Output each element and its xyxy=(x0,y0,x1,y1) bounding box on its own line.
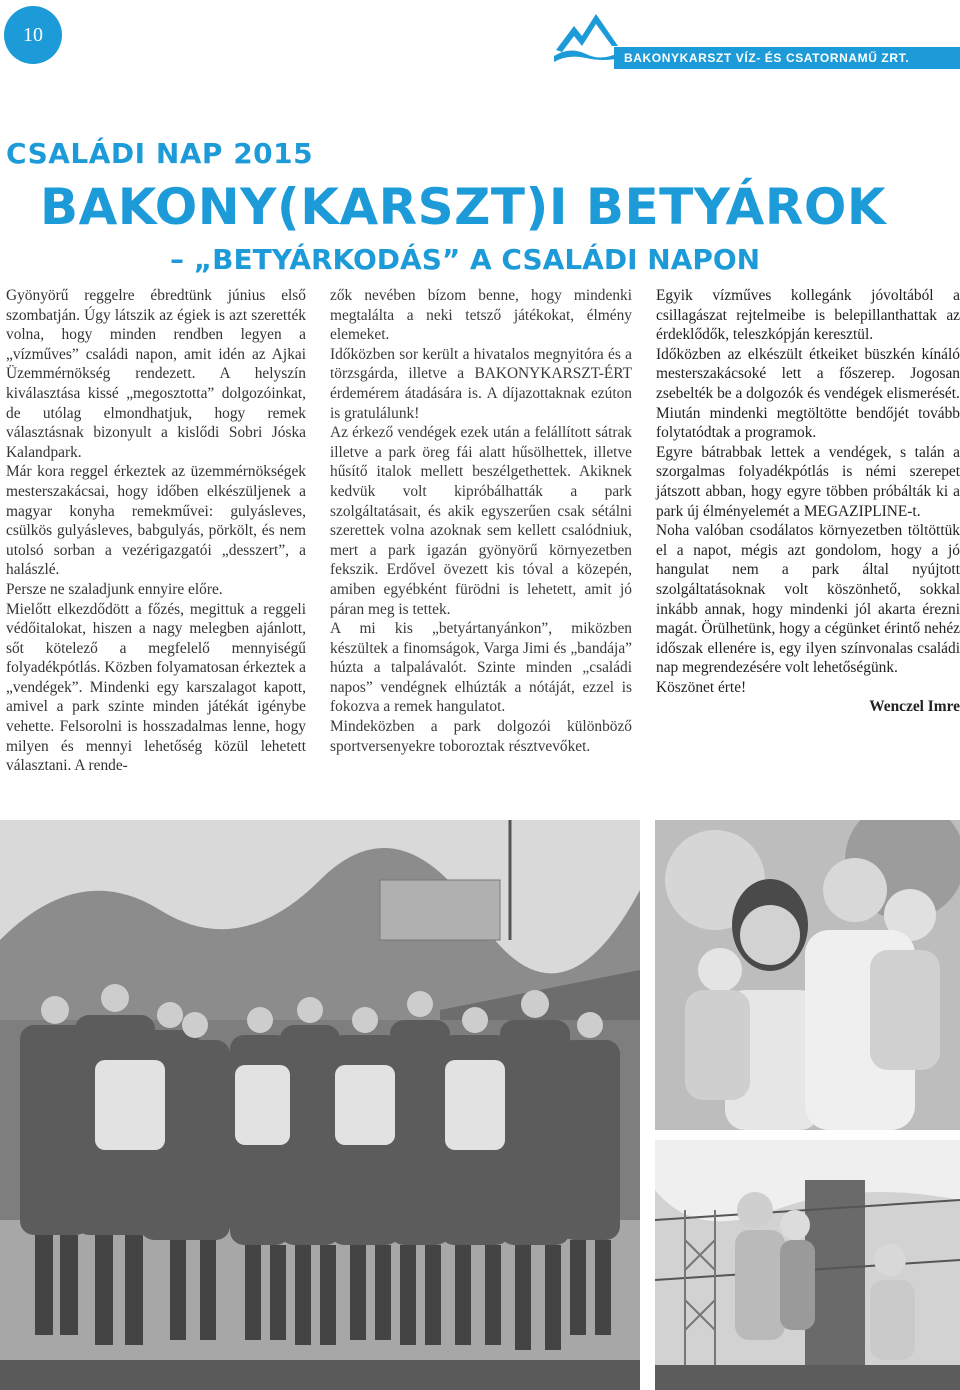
paragraph: Miután mindenki megtöltötte bendőjét tovább folytatódtak a programok. xyxy=(656,404,960,442)
paragraph: Noha valóban csodálatos környezetben töltöttük el a napot, mégis azt gondolom, hogy a jó hangulat nem a park által nyújtott szolgáltatásoknak volt köszönhető, sokkal inkább annak, hogy mindenki jól akarta érezni magát. Örülhetünk, hogy a cégünket érintő nehéz időszak ellenére is, egy ilyen színvonalas családi nap megrendezésére volt lehetőségünk. xyxy=(656,522,960,677)
paragraph: Egyik vízműves kollegánk jóvoltából a csillagászat rejtelmeibe is belepillanthattak az érdeklődők, teleszkópján keresztül. xyxy=(656,287,960,344)
page-number-badge xyxy=(4,6,62,64)
page-number: 10 xyxy=(23,23,43,46)
paragraph: Az érkező vendégek ezek után a felállított sátrak illetve a park öreg fái alatt hűsölhettek, illetve hűsítő italok mellett beszélgethettek. Akiknek kedvük volt kipróbálhatták a park szolgáltatásait, és akik egyszerűen csak sétálni szerettek volna azoknak sem kellett csalódniuk, mert a park igazán gyönyörű környezetben fekszik. Erdővel övezett kis tóval a közepén, amiben egyébként fürödni is lehetett, amit jó páran meg is tettek. xyxy=(330,424,632,618)
article-title: BAKONY(KARSZT)I BETYÁROK xyxy=(40,178,887,236)
family-photo-illustration xyxy=(655,820,960,1130)
paragraph: Időközben sor került a hivatalos megnyitóra és a törzsgárda, illetve a BAKONYKARSZT-ÉRT érdemérem átadására is. A díjazottaknak ezúton is gratulálunk! xyxy=(330,345,632,422)
group-photo xyxy=(0,820,640,1390)
paragraph: Mindeközben a park dolgozói különböző sportversenyekre toboroztak résztvevőket. xyxy=(330,718,632,755)
paragraph: Már kora reggel érkeztek az üzemmérnökségek mesterszakácsai, hogy időben elkészüljenek a magyar konyha remekművei: gulyásleves, csülkös gulyásleves, babgulyás, pörkölt, és nem utolsó sorban a vezérigazgatói „desszert”, a halászlé. xyxy=(6,463,306,579)
paragraph: A mi kis „betyártanyánkon”, miközben készültek a finomságok, Varga Jimi és „bandája” húzta a talpalávalót. Szinte minden „családi napos” vendégnek elhúzták a nótáját, ezzel is fokozva a remek hangulatot. xyxy=(330,620,632,716)
zipline-photo xyxy=(655,1140,960,1390)
paragraph: Mielőtt elkezdődött a főzés, megittuk a reggeli védőitalokat, hiszen a nagy melegben ajánlott, sőt kötelező a megfelelő mennyiségű folyadékpótlás. Közben folyamatosan érkeztek a „vendégek”. Mindenki egy karszalagot kapott, amivel a park szinte minden játékát igénybe vehette. Felsorolni is hosszadalmas lenne, hogy milyen és mennyi lehetőség közül lehetett választani. A rende- xyxy=(6,600,306,775)
family-photo xyxy=(655,820,960,1130)
text-column-1 xyxy=(6,286,306,776)
brand-bar xyxy=(614,47,960,69)
group-photo-illustration xyxy=(0,820,640,1390)
text-column-2 xyxy=(330,286,632,756)
paragraph: Gyönyörű reggelre ébredtünk június első szombatján. Úgy látszik az égiek is azt szerették volna, hogy minden rendben legyen a „vízműves” családi napon, amit idén az Ajkai Üzemmérnökség rendezett. A helyszín kiválasztása kissé „megosztotta” dolgozóinkat, de utólag elmondhatjuk, hogy remek választásnak bizonyult a kislődi Sobri Jóska Kalandpark. xyxy=(6,287,306,461)
paragraph: Egyre bátrabbak lettek a vendégek, s talán a szorgalmas folyadékpótlás is némi szerepet játszott abban, hogy egyre többen próbálták ki a park új élményelemét a MEGAZIPLINE-t. xyxy=(656,443,960,520)
paragraph: Persze ne szaladjunk ennyire előre. xyxy=(6,580,223,598)
text-column-3 xyxy=(656,286,960,717)
paragraph: zők nevében bízom benne, hogy mindenki megtalálta a neki tetsző játékokat, élmény elemeket. xyxy=(330,287,632,344)
article-kicker: CSALÁDI NAP 2015 xyxy=(6,137,314,170)
article-subtitle: – „BETYÁRKODÁS” A CSALÁDI NAPON xyxy=(170,243,761,276)
zipline-photo-illustration xyxy=(655,1140,960,1390)
company-logo-icon xyxy=(552,6,622,62)
paragraph: Köszönet érte! xyxy=(656,678,747,696)
author-signature: Wenczel Imre xyxy=(869,698,960,716)
brand-name: BAKONYKARSZT VÍZ- ÉS CSATORNAMŰ ZRT. xyxy=(624,51,910,65)
paragraph: Időközben az elkészült étkeiket büszkén kínáló mesterszakácsoké lett a főszerep. Jogosan zsebelték be a dolgozók és vendégek elismerését. xyxy=(656,345,960,402)
